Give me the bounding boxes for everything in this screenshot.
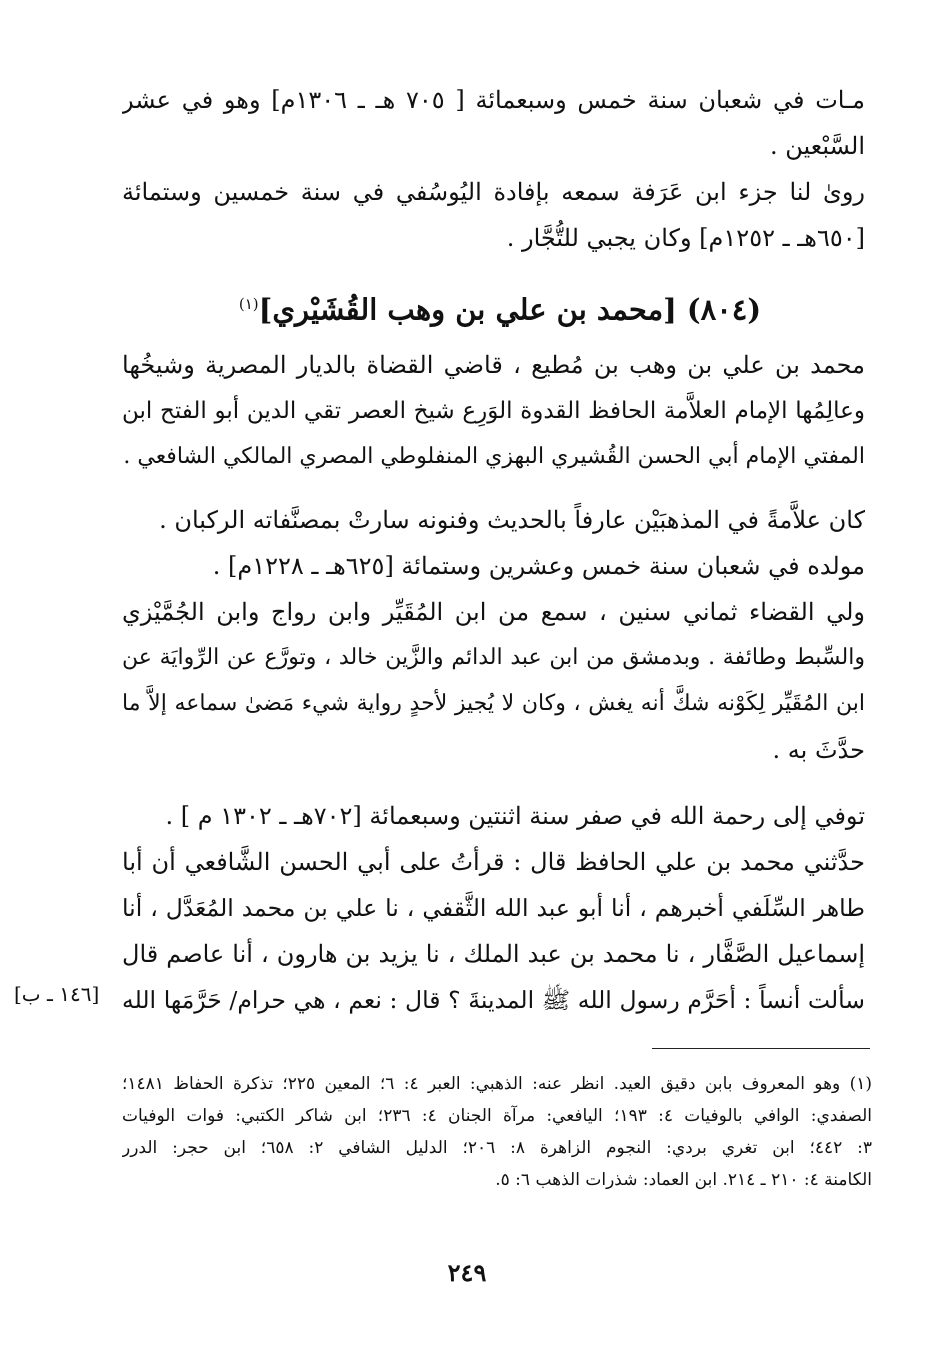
footnote-separator <box>652 1048 870 1049</box>
entry-heading <box>130 282 870 332</box>
text-line: سألت أنساً : أحَرَّم رسول الله ﷺ المدينةَ ؟ قال : نعم ، هي حرام/ حَرَّمَها الله <box>122 986 865 1014</box>
text-line: مولده في شعبان سنة خمس وعشرين وستمائة [٦٢٥هـ ـ ١٢٢٨م] . <box>212 552 865 580</box>
text-line: السَّبْعين . <box>770 132 865 160</box>
footnote-line: ٣: ٤٤٢؛ ابن تغري بردي: النجوم الزاهرة ٨: ٢٠٦؛ الدليل الشافي ٢: ٦٥٨؛ ابن حجر: الدرر <box>122 1138 872 1158</box>
text-line: طاهر السِّلَفي أخبرهم ، أنا أبو عبد الله الثَّقفي ، نا علي بن محمد المُعَدَّل ، أنا <box>122 894 865 922</box>
text-line: كان علاَّمةً في المذهبَيْن عارفاً بالحديث وفنونه سارتْ بمصنَّفاته الركبان . <box>159 506 865 534</box>
text-line: روىٰ لنا جزء ابن عَرَفة سمعه بإفادة اليُوسُفي في سنة خمسين وستمائة <box>122 178 865 206</box>
footnote-line: الكامنة ٤: ٢١٠ ـ ٢١٤. ابن العماد: شذرات الذهب ٦: ٥. <box>495 1170 872 1190</box>
text-line: المفتي الإمام أبي الحسن القُشيري البهزي المنفلوطي المصري المالكي الشافعي . <box>123 444 865 469</box>
text-line: توفي إلى رحمة الله في صفر سنة اثنتين وسبعمائة [٧٠٢هـ ـ ١٣٠٢ م ] . <box>165 802 865 830</box>
text-line: والسِّبط وطائفة . وبدمشق من ابن عبد الدائم والزَّين خالد ، وتورَّع عن الرِّوايَة عن <box>122 645 865 670</box>
text-line: إسماعيل الصَّفَّار ، نا محمد بن عبد الملك ، نا يزيد بن هارون ، أنا عاصم قال <box>122 940 865 968</box>
page-number: ٢٤٩ <box>447 1258 487 1287</box>
text-line: حدَّثَ به . <box>772 736 865 764</box>
text-line: محمد بن علي بن وهب بن مُطيع ، قاضي القضاة بالديار المصرية وشيخُها <box>122 351 865 379</box>
footnote-line: (١) وهو المعروف بابن دقيق العيد. انظر عنه: الذهبي: العبر ٤: ٦؛ المعين ٢٢٥؛ تذكرة الحفاظ ١٤٨١؛ <box>122 1074 872 1094</box>
footnote-line: الصفدي: الوافي بالوفيات ٤: ١٩٣؛ اليافعي: مرآة الجنان ٤: ٢٣٦؛ ابن شاكر الكتبي: فوات الوفيات <box>122 1106 872 1126</box>
text-line: [٦٥٠هـ ـ ١٢٥٢م] وكان يجبي للتُّجَّار . <box>506 224 865 252</box>
text-line: ابن المُقَيِّر لِكَوْنه شكَّ أنه يغش ، وكان لا يُجيز لأحدٍ رواية شيء مَضىٰ سماعه إلاَّ ما <box>122 691 865 716</box>
text-line: مـات في شعبان سنة خمس وسبعمائة [ ٧٠٥ هـ ـ ١٣٠٦م] وهو في عشر <box>122 86 865 114</box>
text-line: حدَّثني محمد بن علي الحافظ قال : قرأتُ على أبي الحسن الشَّافعي أن أبا <box>122 848 865 876</box>
entry-heading-text: (٨٠٤) [محمد بن علي بن وهب القُشَيْري] <box>258 292 762 327</box>
folio-marker: [١٤٦ ـ ب] <box>14 982 100 1006</box>
text-line: ولي القضاء ثماني سنين ، سمع من ابن المُقَيِّر وابن رواج وابن الجُمَّيْزي <box>122 598 865 626</box>
footnote-ref: (١) <box>238 295 259 313</box>
text-line: وعالِمُها الإمام العلاَّمة الحافظ القدوة الوَرِع شيخ العصر تقي الدين أبو الفتح ابن <box>122 398 865 424</box>
